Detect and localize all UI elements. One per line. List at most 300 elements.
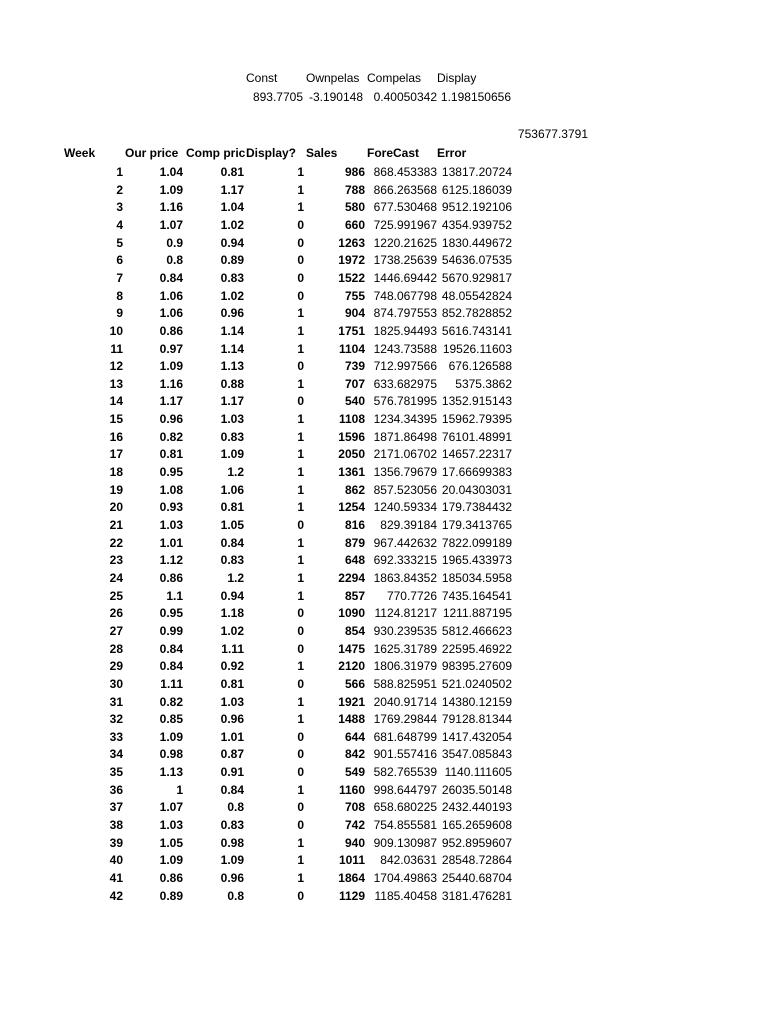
- cell-forecast: 1185.40458: [374, 888, 437, 903]
- cell-comp-price: 0.98: [220, 835, 244, 850]
- cell-comp-price: 0.92: [220, 659, 244, 674]
- cell-comp-price: 0.83: [220, 818, 244, 833]
- table-row: [0, 446, 768, 464]
- table-row: [0, 676, 768, 694]
- cell-comp-price: 1.2: [227, 570, 244, 585]
- cell-week: 15: [109, 412, 123, 427]
- table-row: [0, 217, 768, 235]
- cell-forecast: 1446.69442: [373, 270, 437, 285]
- table-row: [0, 376, 768, 394]
- cell-display: 1: [297, 694, 304, 709]
- cell-error: 76101.48991: [441, 429, 512, 444]
- cell-display: 1: [297, 447, 304, 462]
- cell-our-price: 1.16: [159, 200, 183, 215]
- cell-error: 5812.466623: [441, 623, 512, 638]
- header-sales: Sales: [306, 146, 338, 160]
- cell-sales: 2294: [338, 570, 365, 585]
- cell-error: 79128.81344: [441, 712, 512, 727]
- cell-display: 0: [297, 235, 304, 250]
- cell-sales: 1090: [338, 606, 365, 621]
- table-row: [0, 729, 768, 747]
- table-row: [0, 411, 768, 429]
- cell-comp-price: 0.8: [227, 888, 244, 903]
- cell-comp-price: 0.88: [220, 376, 244, 391]
- cell-error: 13817.20724: [441, 165, 512, 179]
- table-row: [0, 552, 768, 570]
- cell-our-price: 0.86: [159, 323, 183, 338]
- cell-week: 14: [109, 394, 123, 409]
- cell-forecast: 712.997566: [373, 359, 437, 374]
- cell-error: 14657.22317: [441, 447, 512, 462]
- total-error-value: 753677.3791: [517, 127, 588, 141]
- cell-our-price: 1.01: [159, 535, 183, 550]
- cell-display: 0: [297, 623, 304, 638]
- table-row: [0, 835, 768, 853]
- table-row: [0, 182, 768, 200]
- cell-forecast: 1234.34395: [373, 412, 437, 427]
- table-row: [0, 817, 768, 835]
- cell-our-price: 1.09: [159, 182, 183, 197]
- cell-comp-price: 1.04: [220, 200, 244, 215]
- cell-comp-price: 0.84: [220, 535, 244, 550]
- cell-week: 33: [109, 729, 123, 744]
- table-row: [0, 852, 768, 870]
- cell-our-price: 1.13: [159, 765, 183, 780]
- cell-sales: 986: [344, 165, 365, 179]
- cell-sales: 879: [344, 535, 365, 550]
- cell-our-price: 1.09: [159, 853, 183, 868]
- cell-our-price: 1.09: [159, 729, 183, 744]
- cell-our-price: 1.06: [159, 306, 183, 321]
- cell-our-price: 1.08: [159, 482, 183, 497]
- cell-forecast: 1825.94493: [373, 323, 437, 338]
- cell-error: 5616.743141: [441, 323, 512, 338]
- table-row: [0, 305, 768, 323]
- cell-our-price: 0.96: [159, 412, 183, 427]
- cell-comp-price: 1.02: [220, 217, 244, 232]
- cell-our-price: 1.12: [159, 553, 183, 568]
- cell-error: 48.05542824: [441, 288, 512, 303]
- cell-error: 7822.099189: [441, 535, 512, 550]
- cell-sales: 648: [344, 553, 365, 568]
- cell-week: 30: [109, 676, 123, 691]
- table-row: [0, 888, 768, 906]
- cell-week: 31: [109, 694, 123, 709]
- cell-our-price: 1.07: [159, 800, 183, 815]
- table-row: [0, 658, 768, 676]
- cell-sales: 1263: [338, 235, 365, 250]
- cell-sales: 1129: [338, 888, 365, 903]
- table-row: [0, 782, 768, 800]
- cell-our-price: 1.16: [159, 376, 183, 391]
- cell-comp-price: 1.2: [227, 465, 244, 480]
- cell-comp-price: 0.83: [220, 429, 244, 444]
- cell-our-price: 0.93: [159, 500, 183, 515]
- cell-our-price: 0.82: [159, 429, 183, 444]
- cell-display: 1: [297, 182, 304, 197]
- cell-forecast: 1863.84352: [373, 570, 437, 585]
- cell-our-price: 0.86: [159, 570, 183, 585]
- cell-display: 0: [297, 729, 304, 744]
- table-row: [0, 623, 768, 641]
- cell-sales: 1011: [338, 853, 365, 868]
- cell-week: 22: [109, 535, 123, 550]
- cell-forecast: 582.765539: [373, 765, 437, 780]
- cell-week: 24: [109, 570, 123, 585]
- cell-display: 1: [297, 341, 304, 356]
- cell-our-price: 1.06: [159, 288, 183, 303]
- cell-error: 185034.5958: [441, 570, 512, 585]
- cell-week: 7: [116, 270, 123, 285]
- coef-value-compelas: 0.40050342: [373, 90, 437, 104]
- cell-week: 3: [116, 200, 123, 215]
- cell-forecast: 1220.21625: [373, 235, 437, 250]
- cell-our-price: 1: [176, 782, 183, 797]
- cell-forecast: 1625.31789: [373, 641, 437, 656]
- cell-error: 676.126588: [448, 359, 512, 374]
- cell-sales: 862: [344, 482, 365, 497]
- cell-error: 179.3413765: [441, 518, 512, 532]
- cell-error: 26035.50148: [441, 782, 512, 797]
- cell-display: 0: [297, 800, 304, 815]
- cell-week: 39: [109, 835, 123, 850]
- cell-forecast: 576.781995: [373, 394, 437, 409]
- cell-comp-price: 1.02: [220, 623, 244, 638]
- cell-our-price: 1.04: [159, 165, 183, 179]
- cell-forecast: 770.7726: [386, 588, 437, 603]
- cell-comp-price: 1.03: [220, 694, 244, 709]
- cell-week: 8: [116, 288, 123, 303]
- cell-week: 9: [116, 306, 123, 321]
- cell-sales: 1160: [338, 782, 365, 797]
- cell-forecast: 1243.73588: [373, 341, 437, 356]
- cell-forecast: 1871.86498: [373, 429, 437, 444]
- cell-sales: 1104: [338, 341, 365, 356]
- cell-error: 521.0240502: [441, 676, 512, 691]
- cell-our-price: 1.11: [160, 676, 183, 691]
- cell-comp-price: 0.81: [220, 676, 244, 691]
- cell-week: 40: [109, 853, 123, 868]
- cell-week: 27: [109, 623, 123, 638]
- cell-sales: 580: [344, 200, 365, 215]
- cell-comp-price: 1.14: [220, 323, 244, 338]
- cell-week: 42: [109, 888, 123, 903]
- cell-error: 2432.440193: [441, 800, 512, 815]
- cell-forecast: 1240.59334: [373, 500, 437, 515]
- cell-error: 1140.111605: [444, 765, 512, 780]
- cell-forecast: 866.263568: [373, 182, 437, 197]
- cell-comp-price: 0.96: [220, 306, 244, 321]
- cell-our-price: 0.9: [166, 235, 183, 250]
- cell-display: 1: [297, 165, 304, 179]
- cell-comp-price: 1.14: [220, 341, 244, 356]
- cell-display: 0: [297, 765, 304, 780]
- cell-display: 1: [297, 200, 304, 215]
- cell-sales: 1108: [338, 412, 365, 427]
- cell-our-price: 0.82: [159, 694, 183, 709]
- cell-forecast: 681.648799: [373, 729, 437, 744]
- cell-comp-price: 0.81: [220, 165, 244, 179]
- cell-sales: 1751: [338, 323, 365, 338]
- cell-week: 37: [109, 800, 123, 815]
- cell-display: 1: [297, 376, 304, 391]
- table-row: [0, 270, 768, 288]
- header-our-price: Our price: [125, 146, 179, 160]
- cell-error: 9512.192106: [441, 200, 512, 215]
- cell-week: 41: [109, 871, 123, 885]
- cell-forecast: 842.03631: [380, 853, 437, 868]
- cell-forecast: 1124.81217: [374, 606, 437, 621]
- cell-display: 1: [297, 853, 304, 868]
- cell-week: 2: [116, 182, 123, 197]
- cell-forecast: 1769.29844: [373, 712, 437, 727]
- cell-comp-price: 1.06: [220, 482, 244, 497]
- cell-our-price: 0.95: [159, 606, 183, 621]
- cell-display: 1: [297, 429, 304, 444]
- cell-week: 12: [109, 359, 123, 374]
- cell-comp-price: 0.91: [220, 765, 244, 780]
- table-row: [0, 235, 768, 253]
- cell-error: 179.7384432: [441, 500, 512, 515]
- cell-week: 21: [109, 518, 123, 532]
- table-row: [0, 746, 768, 764]
- cell-forecast: 677.530468: [373, 200, 437, 215]
- cell-week: 4: [116, 217, 123, 232]
- table-row: [0, 605, 768, 623]
- cell-week: 32: [109, 712, 123, 727]
- table-row: [0, 341, 768, 359]
- cell-error: 3181.476281: [441, 888, 512, 903]
- cell-forecast: 868.453383: [373, 165, 437, 179]
- cell-our-price: 1.09: [159, 359, 183, 374]
- table-row: [0, 517, 768, 535]
- cell-display: 0: [297, 288, 304, 303]
- cell-forecast: 1704.49863: [373, 871, 437, 885]
- cell-comp-price: 1.11: [221, 641, 244, 656]
- cell-error: 3547.085843: [441, 747, 512, 762]
- cell-error: 952.8959607: [441, 835, 512, 850]
- cell-comp-price: 1.17: [220, 394, 244, 409]
- cell-forecast: 1356.79679: [373, 465, 437, 480]
- cell-comp-price: 0.89: [220, 253, 244, 268]
- coef-value-ownpelas: -3.190148: [308, 90, 363, 104]
- cell-forecast: 1806.31979: [373, 659, 437, 674]
- cell-error: 6125.186039: [441, 182, 512, 197]
- cell-display: 1: [297, 712, 304, 727]
- cell-display: 0: [297, 253, 304, 268]
- cell-sales: 540: [344, 394, 365, 409]
- header-comp-price: Comp pric: [186, 146, 246, 160]
- cell-our-price: 0.97: [159, 341, 183, 356]
- cell-comp-price: 1.03: [220, 412, 244, 427]
- cell-sales: 742: [344, 818, 365, 833]
- coef-header-ownpelas: Ownpelas: [306, 71, 360, 85]
- coef-value-display: 1.198150656: [440, 90, 511, 104]
- cell-sales: 1864: [338, 871, 365, 885]
- cell-week: 25: [109, 588, 123, 603]
- cell-week: 17: [109, 447, 123, 462]
- cell-our-price: 1.07: [159, 217, 183, 232]
- table-row: [0, 464, 768, 482]
- cell-display: 0: [297, 217, 304, 232]
- cell-sales: 857: [344, 588, 365, 603]
- cell-comp-price: 0.94: [220, 588, 244, 603]
- cell-display: 1: [297, 570, 304, 585]
- cell-comp-price: 1.05: [220, 518, 244, 532]
- cell-our-price: 0.89: [159, 888, 183, 903]
- cell-forecast: 874.797553: [373, 306, 437, 321]
- cell-forecast: 633.682975: [373, 376, 437, 391]
- cell-sales: 707: [344, 376, 365, 391]
- cell-display: 1: [297, 782, 304, 797]
- cell-our-price: 0.81: [159, 447, 183, 462]
- cell-week: 19: [109, 482, 123, 497]
- cell-our-price: 0.8: [166, 253, 183, 268]
- cell-sales: 1488: [338, 712, 365, 727]
- table-row: [0, 535, 768, 553]
- cell-error: 7435.164541: [441, 588, 512, 603]
- cell-forecast: 588.825951: [373, 676, 437, 691]
- cell-our-price: 0.95: [159, 465, 183, 480]
- table-row: [0, 711, 768, 729]
- header-forecast: ForeCast: [367, 146, 420, 160]
- cell-week: 18: [109, 465, 123, 480]
- cell-our-price: 1.17: [159, 394, 183, 409]
- table-row: [0, 870, 768, 888]
- cell-forecast: 2171.06702: [373, 447, 437, 462]
- cell-display: 0: [297, 518, 304, 532]
- cell-sales: 660: [344, 217, 365, 232]
- cell-sales: 1361: [338, 465, 365, 480]
- cell-week: 36: [109, 782, 123, 797]
- cell-sales: 788: [344, 182, 365, 197]
- cell-our-price: 0.98: [159, 747, 183, 762]
- cell-week: 6: [116, 253, 123, 268]
- cell-comp-price: 1.18: [220, 606, 244, 621]
- cell-comp-price: 0.84: [220, 782, 244, 797]
- cell-sales: 549: [344, 765, 365, 780]
- cell-week: 10: [109, 323, 123, 338]
- cell-sales: 739: [344, 359, 365, 374]
- cell-sales: 1522: [338, 270, 365, 285]
- cell-forecast: 658.680225: [373, 800, 437, 815]
- cell-forecast: 748.067798: [373, 288, 437, 303]
- table-row: [0, 429, 768, 447]
- cell-display: 0: [297, 359, 304, 374]
- cell-sales: 755: [344, 288, 365, 303]
- cell-error: 5375.3862: [455, 376, 512, 391]
- cell-display: 1: [297, 465, 304, 480]
- cell-display: 0: [297, 394, 304, 409]
- cell-comp-price: 1.09: [220, 447, 244, 462]
- cell-display: 1: [297, 553, 304, 568]
- cell-week: 1: [116, 165, 123, 179]
- table-row: [0, 499, 768, 517]
- cell-display: 1: [297, 659, 304, 674]
- cell-sales: 816: [344, 518, 365, 532]
- header-week: Week: [64, 146, 96, 160]
- cell-week: 35: [109, 765, 123, 780]
- coef-header-const: Const: [246, 71, 278, 85]
- cell-display: 1: [297, 306, 304, 321]
- cell-our-price: 0.84: [159, 270, 183, 285]
- cell-forecast: 901.557416: [373, 747, 437, 762]
- cell-week: 23: [109, 553, 123, 568]
- cell-week: 38: [109, 818, 123, 833]
- coef-header-compelas: Compelas: [367, 71, 422, 85]
- table-row: [0, 588, 768, 606]
- table-row: [0, 764, 768, 782]
- cell-week: 5: [116, 235, 123, 250]
- cell-error: 25440.68704: [441, 871, 512, 885]
- cell-display: 1: [297, 500, 304, 515]
- cell-comp-price: 1.02: [220, 288, 244, 303]
- header-display: Display?: [246, 146, 297, 160]
- cell-error: 54636.07535: [441, 253, 512, 268]
- cell-week: 34: [109, 747, 123, 762]
- cell-sales: 1596: [338, 429, 365, 444]
- cell-sales: 2120: [338, 659, 365, 674]
- cell-display: 1: [297, 588, 304, 603]
- cell-error: 98395.27609: [441, 659, 512, 674]
- header-error: Error: [437, 146, 467, 160]
- cell-comp-price: 0.96: [220, 871, 244, 885]
- cell-forecast: 857.523056: [373, 482, 437, 497]
- cell-comp-price: 1.09: [220, 853, 244, 868]
- cell-display: 0: [297, 888, 304, 903]
- cell-comp-price: 0.8: [227, 800, 244, 815]
- cell-error: 5670.929817: [441, 270, 512, 285]
- cell-error: 165.2659608: [441, 818, 512, 833]
- cell-comp-price: 1.01: [220, 729, 244, 744]
- cell-forecast: 998.644797: [373, 782, 437, 797]
- cell-sales: 854: [344, 623, 365, 638]
- coef-header-display: Display: [437, 71, 477, 85]
- cell-forecast: 829.39184: [380, 518, 437, 532]
- cell-display: 1: [297, 535, 304, 550]
- cell-display: 0: [297, 818, 304, 833]
- cell-error: 852.7828852: [441, 306, 512, 321]
- cell-display: 0: [297, 606, 304, 621]
- cell-error: 28548.72864: [441, 853, 512, 868]
- cell-display: 0: [297, 747, 304, 762]
- cell-display: 1: [297, 323, 304, 338]
- cell-error: 17.66699383: [441, 465, 512, 480]
- cell-our-price: 0.84: [159, 659, 183, 674]
- cell-our-price: 1.1: [166, 588, 183, 603]
- cell-sales: 1254: [338, 500, 365, 515]
- cell-error: 19526.11603: [442, 341, 512, 356]
- cell-display: 1: [297, 482, 304, 497]
- cell-forecast: 725.991967: [373, 217, 437, 232]
- coef-value-const: 893.7705: [252, 90, 303, 104]
- table-row: [0, 288, 768, 306]
- cell-our-price: 1.05: [159, 835, 183, 850]
- cell-display: 1: [297, 412, 304, 427]
- table-row: [0, 570, 768, 588]
- cell-forecast: 967.442632: [373, 535, 437, 550]
- cell-error: 20.04303031: [441, 482, 512, 497]
- cell-sales: 708: [344, 800, 365, 815]
- cell-error: 1211.887195: [442, 606, 512, 621]
- table-row: [0, 641, 768, 659]
- cell-week: 29: [109, 659, 123, 674]
- cell-display: 0: [297, 676, 304, 691]
- cell-comp-price: 0.83: [220, 270, 244, 285]
- cell-forecast: 1738.25639: [373, 253, 437, 268]
- table-row: [0, 323, 768, 341]
- cell-sales: 1475: [338, 641, 365, 656]
